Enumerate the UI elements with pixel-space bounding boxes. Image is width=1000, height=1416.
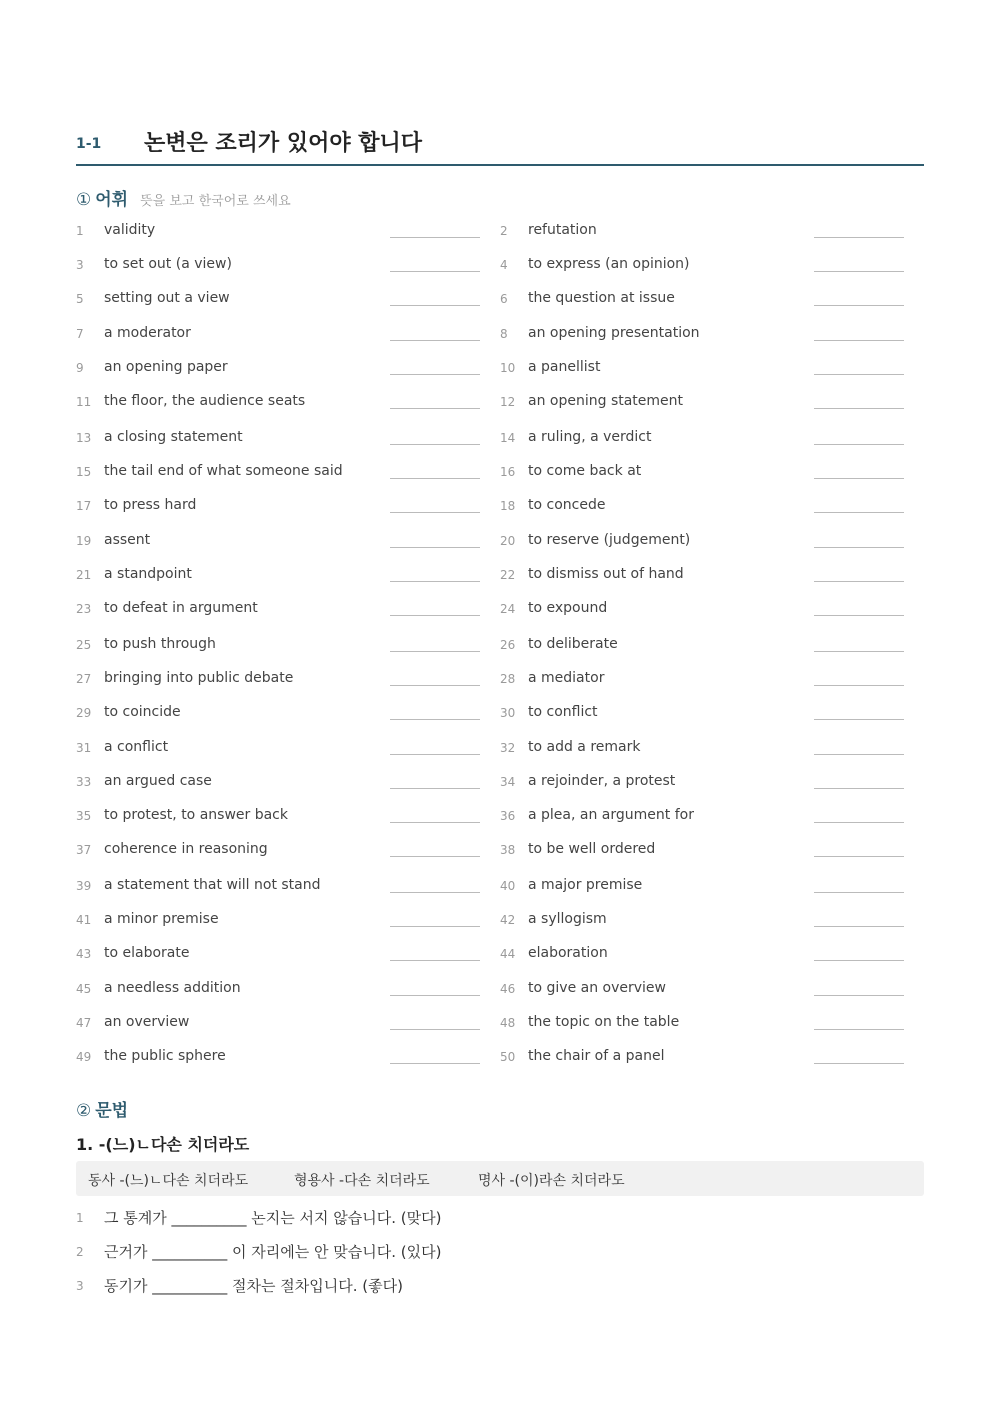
vocab-term: bringing into public debate: [104, 670, 294, 686]
vocab-row: [76, 532, 924, 552]
vocab-term: a standpoint: [104, 566, 192, 582]
vocab-item: [76, 841, 480, 861]
vocab-term: to set out (a view): [104, 256, 232, 272]
vocab-number: 18: [500, 499, 516, 513]
vocab-term: to defeat in argument: [104, 600, 258, 616]
vocab-term: to express (an opinion): [528, 256, 690, 272]
vocab-number: 3: [76, 258, 84, 272]
vocab-number: 22: [500, 568, 516, 582]
answer-blank[interactable]: [390, 719, 480, 720]
vocab-term: a panellist: [528, 359, 601, 375]
vocab-term: a syllogism: [528, 911, 607, 927]
answer-blank[interactable]: [814, 1029, 904, 1030]
grammar-pattern-adjective: 형용사 -다손 치더라도: [294, 1173, 430, 1189]
vocab-term: an opening presentation: [528, 325, 700, 341]
vocab-term: a minor premise: [104, 911, 219, 927]
answer-blank[interactable]: [814, 615, 904, 616]
vocab-term: coherence in reasoning: [104, 841, 268, 857]
vocab-term: to conflict: [528, 704, 598, 720]
lesson-number: 1-1: [76, 136, 102, 152]
vocab-term: to dismiss out of hand: [528, 566, 684, 582]
lesson-title: 논변은 조리가 있어야 합니다: [144, 131, 423, 156]
vocab-term: elaboration: [528, 945, 608, 961]
vocab-number: 5: [76, 292, 84, 306]
answer-blank[interactable]: [390, 581, 480, 582]
vocab-item: [76, 359, 480, 379]
answer-blank[interactable]: [390, 822, 480, 823]
answer-blank[interactable]: [390, 788, 480, 789]
vocab-item: [76, 911, 480, 931]
vocab-item: [76, 636, 480, 656]
vocab-number: 32: [500, 741, 516, 755]
vocab-term: refutation: [528, 222, 597, 238]
grammar-pattern-verb: 동사 -(느)ㄴ다손 치더라도: [88, 1173, 249, 1189]
vocab-item: [76, 532, 480, 552]
vocab-term: the public sphere: [104, 1048, 226, 1064]
answer-blank[interactable]: [390, 271, 480, 272]
exercise-row: [76, 1241, 924, 1263]
vocab-item: [76, 600, 480, 620]
vocab-row: [76, 429, 924, 449]
vocab-term: the chair of a panel: [528, 1048, 665, 1064]
vocab-number: 20: [500, 534, 516, 548]
vocab-term: to expound: [528, 600, 608, 616]
vocab-term: to come back at: [528, 463, 642, 479]
answer-blank[interactable]: [814, 340, 904, 341]
vocab-term: a statement that will not stand: [104, 877, 321, 893]
vocab-item: [76, 704, 480, 724]
vocab-item: [76, 393, 480, 413]
vocab-row: [76, 670, 924, 690]
vocab-row: [76, 636, 924, 656]
vocab-term: the question at issue: [528, 290, 675, 306]
answer-blank[interactable]: [814, 926, 904, 927]
answer-blank[interactable]: [390, 995, 480, 996]
vocab-term: to protest, to answer back: [104, 807, 288, 823]
section-hint: 뜻을 보고 한국어로 쓰세요: [140, 194, 291, 209]
vocab-item: [76, 877, 480, 897]
vocab-term: a closing statement: [104, 429, 243, 445]
answer-blank[interactable]: [390, 615, 480, 616]
vocab-row: [76, 739, 924, 759]
vocab-item: [76, 256, 480, 276]
answer-blank[interactable]: [814, 892, 904, 893]
answer-blank[interactable]: [390, 478, 480, 479]
answer-blank[interactable]: [390, 960, 480, 961]
vocab-item: [500, 256, 904, 276]
vocab-item: [500, 1014, 904, 1034]
vocab-term: an argued case: [104, 773, 212, 789]
vocab-term: a mediator: [528, 670, 605, 686]
answer-blank[interactable]: [814, 651, 904, 652]
vocab-item: [76, 463, 480, 483]
answer-blank[interactable]: [814, 374, 904, 375]
vocab-term: to be well ordered: [528, 841, 656, 857]
answer-blank[interactable]: [814, 581, 904, 582]
vocab-number: 19: [76, 534, 92, 548]
vocab-number: 21: [76, 568, 92, 582]
answer-blank[interactable]: [814, 995, 904, 996]
exercise-text: 근거가 __________ 이 자리에는 안 맞습니다. (있다): [104, 1243, 442, 1261]
vocab-row: [76, 497, 924, 517]
vocab-number: 45: [76, 982, 92, 996]
vocab-number: 10: [500, 361, 516, 375]
vocab-number: 9: [76, 361, 84, 375]
vocab-row: [76, 704, 924, 724]
vocab-number: 4: [500, 258, 508, 272]
vocab-term: setting out a view: [104, 290, 230, 306]
vocab-item: [500, 566, 904, 586]
section-marker: ②: [76, 1101, 92, 1121]
vocab-term: a plea, an argument for: [528, 807, 694, 823]
vocab-item: [76, 222, 480, 242]
vocab-row: [76, 256, 924, 276]
vocab-term: to reserve (judgement): [528, 532, 691, 548]
grammar-pattern-noun: 명사 -(이)라손 치더라도: [478, 1173, 625, 1189]
vocab-number: 2: [500, 224, 508, 238]
vocab-term: a major premise: [528, 877, 643, 893]
vocab-item: [500, 222, 904, 242]
vocab-term: a conflict: [104, 739, 169, 755]
vocab-term: assent: [104, 532, 151, 548]
vocab-number: 31: [76, 741, 92, 755]
vocab-term: to deliberate: [528, 636, 618, 652]
answer-blank[interactable]: [390, 651, 480, 652]
vocab-item: [500, 911, 904, 931]
vocab-term: to add a remark: [528, 739, 641, 755]
vocab-number: 39: [76, 879, 92, 893]
vocab-item: [500, 393, 904, 413]
vocab-term: an overview: [104, 1014, 190, 1030]
vocab-term: to give an overview: [528, 980, 666, 996]
vocab-number: 44: [500, 947, 516, 961]
vocab-number: 48: [500, 1016, 516, 1030]
vocab-item: [500, 980, 904, 1000]
answer-blank[interactable]: [814, 444, 904, 445]
answer-blank[interactable]: [814, 856, 904, 857]
answer-blank[interactable]: [390, 547, 480, 548]
answer-blank[interactable]: [390, 374, 480, 375]
vocab-number: 11: [76, 395, 92, 409]
answer-blank[interactable]: [814, 478, 904, 479]
vocab-term: to press hard: [104, 497, 197, 513]
vocab-item: [76, 773, 480, 793]
vocab-row: [76, 1048, 924, 1068]
vocab-number: 15: [76, 465, 92, 479]
vocab-row: [76, 566, 924, 586]
vocab-number: 42: [500, 913, 516, 927]
vocab-row: [76, 841, 924, 861]
answer-blank[interactable]: [814, 719, 904, 720]
vocab-item: [500, 704, 904, 724]
vocab-number: 25: [76, 638, 92, 652]
vocab-row: [76, 911, 924, 931]
vocab-row: [76, 393, 924, 413]
vocab-term: a ruling, a verdict: [528, 429, 652, 445]
answer-blank[interactable]: [814, 512, 904, 513]
vocab-number: 43: [76, 947, 92, 961]
vocab-item: [76, 807, 480, 827]
answer-blank[interactable]: [390, 1063, 480, 1064]
vocab-row: [76, 773, 924, 793]
vocab-item: [76, 497, 480, 517]
vocab-row: [76, 945, 924, 965]
vocab-number: 12: [500, 395, 516, 409]
answer-blank[interactable]: [814, 237, 904, 238]
vocab-number: 49: [76, 1050, 92, 1064]
vocab-term: to coincide: [104, 704, 181, 720]
vocab-item: [76, 566, 480, 586]
vocab-row: [76, 600, 924, 620]
section-label: 문법: [95, 1101, 129, 1121]
vocab-number: 16: [500, 465, 516, 479]
vocab-item: [500, 532, 904, 552]
vocab-number: 37: [76, 843, 92, 857]
vocab-number: 50: [500, 1050, 516, 1064]
lesson-header: [76, 124, 924, 166]
vocab-number: 40: [500, 879, 516, 893]
vocab-number: 23: [76, 602, 92, 616]
vocab-section-title: [76, 185, 291, 210]
vocab-row: [76, 222, 924, 242]
vocab-row: [76, 463, 924, 483]
vocab-number: 7: [76, 327, 84, 341]
vocab-number: 1: [76, 224, 84, 238]
vocab-number: 6: [500, 292, 508, 306]
vocab-number: 26: [500, 638, 516, 652]
grammar-section-title: [76, 1096, 128, 1121]
vocab-term: a moderator: [104, 325, 191, 341]
vocab-row: [76, 807, 924, 827]
answer-blank[interactable]: [390, 512, 480, 513]
answer-blank[interactable]: [814, 960, 904, 961]
vocab-number: 14: [500, 431, 516, 445]
vocab-row: [76, 359, 924, 379]
vocab-item: [500, 877, 904, 897]
vocab-item: [500, 463, 904, 483]
vocab-term: the tail end of what someone said: [104, 463, 343, 479]
vocab-term: to push through: [104, 636, 216, 652]
grammar-subtitle: 1. -(느)ㄴ다손 치더라도: [76, 1135, 250, 1154]
answer-blank[interactable]: [390, 926, 480, 927]
vocab-item: [76, 739, 480, 759]
answer-blank[interactable]: [814, 788, 904, 789]
vocab-term: an opening paper: [104, 359, 228, 375]
answer-blank[interactable]: [390, 340, 480, 341]
section-label: 어휘: [95, 190, 129, 210]
vocab-term: a needless addition: [104, 980, 241, 996]
vocab-item: [76, 429, 480, 449]
section-marker: ①: [76, 190, 92, 210]
vocab-number: 35: [76, 809, 92, 823]
vocab-number: 38: [500, 843, 516, 857]
vocab-item: [500, 600, 904, 620]
vocab-item: [500, 739, 904, 759]
vocab-item: [500, 945, 904, 965]
vocab-row: [76, 325, 924, 345]
vocab-item: [500, 636, 904, 656]
vocab-term: the floor, the audience seats: [104, 393, 306, 409]
vocab-item: [500, 325, 904, 345]
exercise-row: [76, 1275, 924, 1297]
vocab-number: 46: [500, 982, 516, 996]
vocab-number: 28: [500, 672, 516, 686]
answer-blank[interactable]: [814, 1063, 904, 1064]
vocab-item: [76, 325, 480, 345]
vocab-number: 41: [76, 913, 92, 927]
vocab-item: [500, 497, 904, 517]
exercise-text: 동기가 __________ 절차는 절차입니다. (좋다): [104, 1277, 403, 1295]
exercise-text: 그 통계가 __________ 논지는 서지 않습니다. (맞다): [104, 1209, 442, 1227]
vocab-item: [500, 1048, 904, 1068]
exercise-number: 3: [76, 1279, 84, 1293]
vocab-number: 36: [500, 809, 516, 823]
grammar-pattern-box: [76, 1161, 924, 1196]
answer-blank[interactable]: [814, 754, 904, 755]
vocab-item: [500, 773, 904, 793]
vocab-row: [76, 290, 924, 310]
vocab-number: 17: [76, 499, 92, 513]
vocab-term: to elaborate: [104, 945, 190, 961]
answer-blank[interactable]: [390, 1029, 480, 1030]
vocab-number: 34: [500, 775, 516, 789]
vocab-item: [500, 290, 904, 310]
vocab-number: 33: [76, 775, 92, 789]
vocab-term: the topic on the table: [528, 1014, 680, 1030]
vocab-number: 8: [500, 327, 508, 341]
answer-blank[interactable]: [390, 685, 480, 686]
vocab-term: validity: [104, 222, 156, 238]
vocab-term: a rejoinder, a protest: [528, 773, 676, 789]
vocab-term: an opening statement: [528, 393, 684, 409]
vocab-number: 30: [500, 706, 516, 720]
vocab-item: [76, 290, 480, 310]
answer-blank[interactable]: [390, 754, 480, 755]
answer-blank[interactable]: [390, 892, 480, 893]
answer-blank[interactable]: [814, 822, 904, 823]
vocab-row: [76, 877, 924, 897]
answer-blank[interactable]: [814, 305, 904, 306]
vocab-item: [500, 807, 904, 827]
vocab-item: [500, 359, 904, 379]
vocab-item: [76, 670, 480, 690]
answer-blank[interactable]: [814, 271, 904, 272]
vocab-number: 29: [76, 706, 92, 720]
vocab-item: [76, 945, 480, 965]
vocab-number: 13: [76, 431, 92, 445]
answer-blank[interactable]: [390, 408, 480, 409]
vocab-item: [76, 980, 480, 1000]
answer-blank[interactable]: [814, 408, 904, 409]
exercise-number: 2: [76, 1245, 84, 1259]
vocab-number: 24: [500, 602, 516, 616]
vocab-item: [76, 1048, 480, 1068]
vocab-term: to concede: [528, 497, 606, 513]
exercise-row: [76, 1207, 924, 1229]
vocab-row: [76, 980, 924, 1000]
vocab-number: 27: [76, 672, 92, 686]
vocab-item: [76, 1014, 480, 1034]
vocab-item: [500, 670, 904, 690]
answer-blank[interactable]: [390, 444, 480, 445]
vocab-item: [500, 429, 904, 449]
answer-blank[interactable]: [814, 547, 904, 548]
answer-blank[interactable]: [814, 685, 904, 686]
answer-blank[interactable]: [390, 856, 480, 857]
vocab-item: [500, 841, 904, 861]
answer-blank[interactable]: [390, 237, 480, 238]
vocab-row: [76, 1014, 924, 1034]
exercise-number: 1: [76, 1211, 84, 1225]
answer-blank[interactable]: [390, 305, 480, 306]
vocab-number: 47: [76, 1016, 92, 1030]
